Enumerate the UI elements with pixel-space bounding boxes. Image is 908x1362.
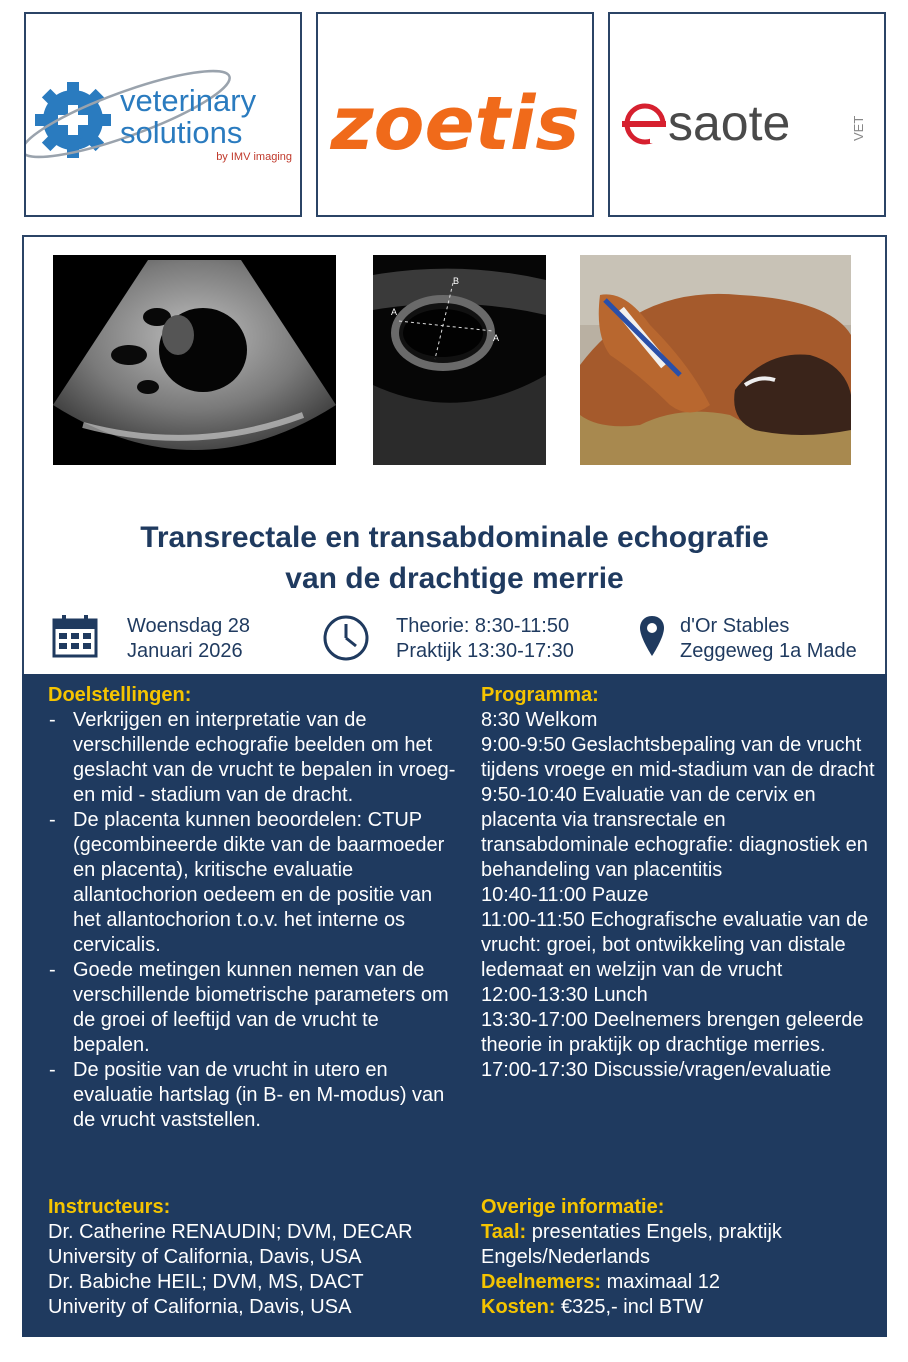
esaote-wordmark: saote	[668, 95, 791, 151]
kosten-label: Kosten:	[481, 1296, 556, 1318]
instructeur-line: University of California, Davis, USA	[48, 1246, 362, 1268]
doelstellingen-section	[48, 683, 460, 1133]
vet-logo-line2: solutions	[120, 115, 243, 150]
calendar-icon	[52, 614, 98, 658]
us-label-b: B	[453, 276, 460, 286]
instructeurs-section	[48, 1195, 468, 1320]
location-line1: d'Or Stables	[680, 615, 790, 637]
overige-informatie-section	[481, 1195, 861, 1320]
event-location	[680, 614, 857, 664]
title-line2: van de drachtige merrie	[285, 562, 624, 595]
instructeur-line: Univerity of California, Davis, USA	[48, 1296, 352, 1318]
title-line1: Transrectale en transabdominale echografie	[140, 521, 769, 554]
instructeur-line: Dr. Babiche HEIL; DVM, MS, DACT	[48, 1271, 364, 1293]
esaote-e-mark	[622, 106, 670, 143]
program-item: 11:00-11:50 Echografische evaluatie van de vrucht: groei, bot ontwikkeling van distale ledemaat en welzijn van de vrucht	[481, 909, 869, 981]
time-line1: Theorie: 8:30-11:50	[396, 615, 570, 637]
programma-heading: Programma:	[481, 684, 599, 706]
list-item: - Goede metingen kunnen nemen van de verschillende biometrische parameters om de groei of leeftijd van de vrucht te bepalen.	[48, 958, 460, 1058]
doelstellingen-list	[48, 708, 460, 1133]
vet-logo-line1: veterinary	[120, 83, 257, 118]
deelnemers-value: maximaal 12	[601, 1271, 720, 1293]
program-item: 12:00-13:30 Lunch	[481, 984, 648, 1006]
us-label-a2: A	[493, 333, 500, 343]
program-item: 10:40-11:00 Pauze	[481, 884, 649, 906]
zoetis-logo-image	[318, 14, 592, 215]
overige-heading: Overige informatie:	[481, 1196, 665, 1218]
taal-value: presentaties Engels, praktijk Engels/Nederlands	[481, 1221, 782, 1268]
instructeur-line: Dr. Catherine RENAUDIN; DVM, DECAR	[48, 1221, 413, 1243]
time-line2: Praktijk 13:30-17:30	[396, 640, 574, 662]
us-label-a1: A	[391, 307, 398, 317]
taal-label: Taal:	[481, 1221, 527, 1243]
veterinary-solutions-logo-image	[26, 14, 300, 215]
ultrasound-image-1	[53, 255, 336, 465]
esaote-logo-image	[610, 14, 884, 215]
program-item: 9:00-9:50 Geslachtsbepaling van de vrucht tijdens vroege en mid-stadium van de dracht	[481, 734, 875, 781]
date-line1: Woensdag 28	[127, 615, 251, 637]
esaote-vet-suffix: VET	[851, 115, 866, 141]
instructeurs-heading: Instructeurs:	[48, 1196, 171, 1218]
program-item: 9:50-10:40 Evaluatie van de cervix en placenta via transrectale en transabdominale echografie: diagnostiek en behandeling van placentitis	[481, 784, 868, 881]
list-item: - De placenta kunnen beoordelen: CTUP (gecombineerde dikte van de baarmoeder en placenta), kritische evaluatie allantochorion oedeem en de positie van het allantochorion t.o.v. het interne os cervicalis.	[48, 808, 460, 958]
location-line2: Zeggeweg 1a Made	[680, 640, 857, 662]
clock-icon	[322, 614, 370, 662]
vet-logo-tagline: by IMV imaging	[216, 151, 292, 163]
programma-section	[481, 683, 877, 1083]
deelnemers-label: Deelnemers:	[481, 1271, 602, 1293]
kosten-row	[481, 1295, 861, 1320]
doelstellingen-heading: Doelstellingen:	[48, 684, 192, 706]
list-item: - De positie van de vrucht in utero en evaluatie hartslag (in B- en M-modus) van de vrucht vaststellen.	[48, 1058, 460, 1133]
logo-veterinary-solutions	[24, 12, 302, 217]
logo-esaote	[608, 12, 886, 217]
taal-row	[481, 1220, 861, 1270]
program-item: 8:30 Welkom	[481, 709, 598, 731]
logo-zoetis	[316, 12, 594, 217]
ultrasound-image-2	[373, 255, 546, 465]
deelnemers-row	[481, 1270, 861, 1295]
date-line2: Januari 2026	[127, 640, 243, 662]
location-pin-icon	[638, 614, 666, 658]
event-date	[127, 614, 250, 664]
program-item: 17:00-17:30 Discussie/vragen/evaluatie	[481, 1059, 832, 1081]
program-item: 13:30-17:00 Deelnemers brengen geleerde theorie in praktijk op drachtige merries.	[481, 1009, 864, 1056]
list-item: - Verkrijgen en interpretatie van de verschillende echografie beelden om het geslacht van de vrucht te bepalen in vroeg- en mid - stadium van de dracht.	[48, 708, 460, 808]
page-title	[22, 517, 887, 599]
event-time	[396, 614, 574, 664]
kosten-value: €325,- incl BTW	[555, 1296, 704, 1318]
zoetis-wordmark: zoetis	[330, 81, 580, 167]
mare-and-foal-photo	[580, 255, 851, 465]
